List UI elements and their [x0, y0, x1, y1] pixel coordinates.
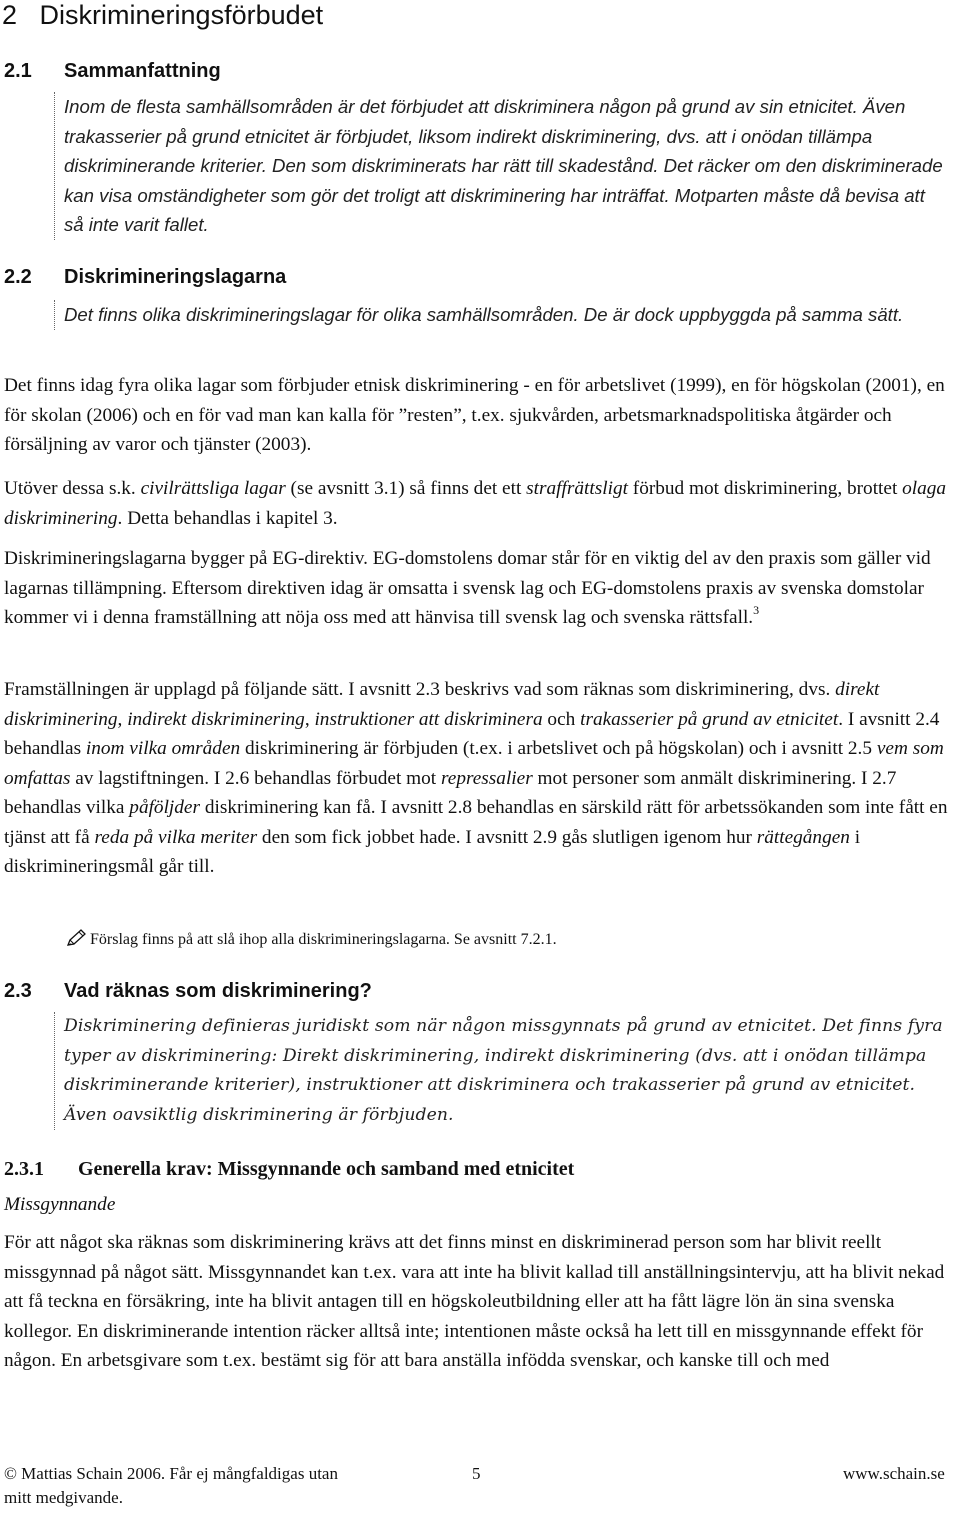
subsection-heading-2-3-1	[4, 1157, 574, 1181]
summary-box-2-2: Det finns olika diskrimineringslagar för olika samhällsområden. De är dock uppbyggda på samma sätt.	[54, 300, 944, 330]
section-heading-2-1	[4, 59, 221, 83]
footer-copyright: © Mattias Schain 2006. Får ej mångfaldigas utan mitt medgivande.	[4, 1464, 338, 1507]
pencil-icon	[66, 929, 86, 953]
chapter-heading	[2, 0, 323, 30]
section-number: 2.3	[4, 980, 32, 1002]
paragraph-eg-directives: Diskrimineringslagarna bygger på EG-direktiv. EG-domstolens domar står för en viktig del av den praxis som gäller vid lagarnas tillämpning. Eftersom direktiven idag är omsatta i svensk lag och EG-domstolens praxis av svenska domstolar kommer vi i denna framställning att nöja oss med att hänvisa till svensk lag och svenska rättsfall.$^3$	[4, 548, 931, 628]
section-heading-2-2	[4, 265, 286, 289]
subheading-missgynnande: Missgynnande	[4, 1194, 116, 1215]
chapter-title: Diskrimineringsförbudet	[39, 0, 324, 30]
paragraph-missgynnande: För att något ska räknas som diskriminering krävs att det finns minst en diskriminerad person som har blivit reellt missgynnad på något sätt. Missgynnandet kan t.ex. vara att inte ha blivit kallad till anställningsintervju, att ha blivit nekad att få teckna en försäkring, inte ha blivit antagen till en högskoleutbildning eller att ha fått lägre lön än sina svenska kollegor. En diskriminerande intention räcker alltså inte; intentionen måste också ha lett till en missgynnande effekt för någon. En arbetsgivare som t.ex. bestämt sig för att bara anställa infödda svenskar, och kanske till och med	[4, 1232, 945, 1371]
summary-box-2-1: Inom de flesta samhällsområden är det förbjudet att diskriminera någon på grund av sin etnicitet. Även trakasserier på grund etnicitet är förbjudet, liksom indirekt diskriminering, dvs. att i onödan tillämpa diskriminerande kriterier. Den som diskriminerats har rätt till skadestånd. Det räcker om den diskriminerade kan visa omständigheter som gör det troligt att diskriminering har inträffat. Motparten måste då bevisa att så inte varit fallet.	[54, 92, 944, 240]
paragraph-laws: Det finns idag fyra olika lagar som förbjuder etnisk diskriminering - en för arbetslivet (1999), en för högskolan (2001), en för skolan (2006) och en för vad man kan kalla för ”resten”, t.ex. sjukvården, arbetsmarknadspolitiska åtgärder och försäljning av varor och tjänster (2003).	[4, 375, 945, 455]
summary-box-2-3: Diskriminering definieras juridiskt som när någon missgynnats på grund av etnicitet. Det finns fyra typer av diskriminering: Direkt diskriminering, indirekt diskriminering (dvs. att i onödan tillämpa diskriminerande kriterier), instruktioner att diskriminera och trakasserier på grund av etnicitet. Även oavsiktlig diskriminering är förbjuden.	[54, 1012, 944, 1130]
page-number: 5	[472, 1464, 481, 1483]
section-heading-2-3	[4, 979, 372, 1003]
paragraph-outline: Framställningen är upplagd på följande sätt. I avsnitt 2.3 beskrivs vad som räknas som diskriminering, dvs. direkt diskriminering, indirekt diskriminering, instruktioner att diskriminera och trakasserier på grund av etnicitet. I avsnitt 2.4 behandlas inom vilka områden diskriminering är förbjuden (t.ex. i arbetslivet och på högskolan) och i avsnitt 2.5 vem som omfattas av lagstiftningen. I 2.6 behandlas förbudet mot repressalier mot personer som anmält diskriminering. I 2.7 behandlas vilka påföljder diskriminering kan få. I avsnitt 2.8 behandlas en särskild rätt för arbetssökanden som inte fått en tjänst att få reda på vilka meriter den som fick jobbet hade. I avsnitt 2.9 gås slutligen igenom hur rättegången i diskrimineringsmål går till.	[4, 679, 948, 877]
footnote-marker[interactable]: 3	[753, 603, 760, 617]
proposal-note: Förslag finns på att slå ihop alla diskrimineringslagarna. Se avsnitt 7.2.1.	[66, 929, 557, 953]
section-title: Diskrimineringslagarna	[64, 266, 287, 288]
paragraph-criminal-law: Utöver dessa s.k. civilrättsliga lagar (se avsnitt 3.1) så finns det ett straffrättsligt förbud mot diskriminering, brottet olaga diskriminering. Detta behandlas i kapitel 3.	[4, 478, 947, 529]
subsection-number: 2.3.1	[4, 1158, 44, 1180]
section-number: 2.2	[4, 266, 32, 288]
subsection-title: Generella krav: Missgynnande och samband med etnicitet	[78, 1158, 575, 1180]
section-title: Sammanfattning	[64, 60, 221, 82]
section-number: 2.1	[4, 60, 32, 82]
section-title: Vad räknas som diskriminering?	[64, 980, 372, 1002]
chapter-number: 2	[2, 0, 18, 30]
footer-website[interactable]: www.schain.se	[843, 1464, 945, 1483]
